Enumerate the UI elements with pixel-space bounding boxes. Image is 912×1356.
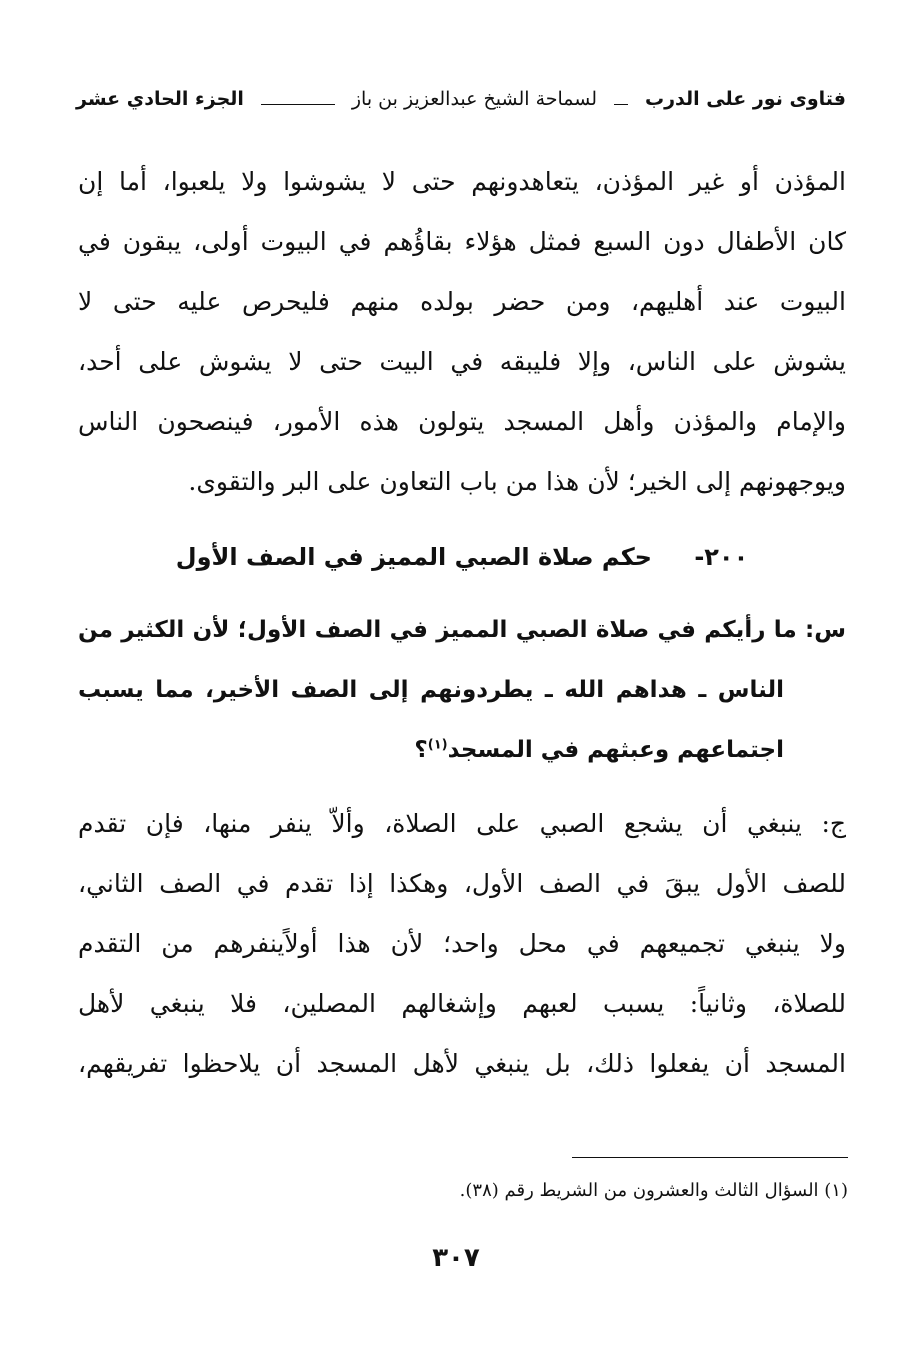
text-line: البيوت عند أهليهم، ومن حضر بولده منهم فليحرص عليه حتى لا (78, 287, 846, 316)
section-title: حكم صلاة الصبي المميز في الصف الأول (175, 543, 652, 571)
question-line-text: اجتماعهم وعبثهم في المسجد (447, 737, 784, 763)
continued-paragraph (78, 152, 846, 512)
text-line: كان الأطفال دون السبع فمثل هؤلاء بقاؤُهم في البيوت أولى، يبقون في (78, 227, 846, 256)
answer-line: ولا ينبغي تجميعهم في محل واحد؛ لأن هذا أولاًينفرهم من التقدم (78, 929, 846, 958)
question-mark: ؟ (414, 737, 428, 763)
question-line: س: ما رأيكم في صلاة الصبي المميز في الصف الأول؛ لأن الكثير من (78, 617, 846, 643)
text-line: يشوش على الناس، وإلا فليبقه في البيت حتى لا يشوش على أحد، (78, 347, 846, 376)
answer-line: للصلاة، وثانياً: يسبب لعبهم وإشغالهم المصلين، فلا ينبغي لأهل (78, 989, 846, 1018)
volume-label: الجزء الحادي عشر (76, 88, 244, 110)
header-separator (614, 104, 628, 105)
answer-line: المسجد أن يفعلوا ذلك، بل ينبغي لأهل المسجد أن يلاحظوا تفريقهم، (78, 1049, 846, 1078)
section-heading (78, 532, 846, 582)
page-number: ٣٠٧ (432, 1243, 480, 1273)
footnote-reference: (١) (427, 737, 448, 753)
question-block (78, 600, 846, 780)
answer-line: للصف الأول يبقَ في الصف الأول، وهكذا إذا تقدم في الصف الثاني، (78, 869, 846, 898)
answer-line: ج: ينبغي أن يشجع الصبي على الصلاة، وألاّ ينفر منها، فإن تقدم (78, 809, 846, 838)
footnote-divider (572, 1157, 848, 1158)
header-separator (261, 104, 335, 105)
question-line (78, 720, 846, 780)
text-line: ويوجهونهم إلى الخير؛ لأن هذا من باب التعاون على البر والتقوى. (188, 467, 846, 496)
answer-block (78, 794, 846, 1094)
running-header (76, 88, 846, 110)
question-line: الناس ـ هداهم الله ـ يطردونهم إلى الصف الأخير، مما يسبب (78, 677, 784, 703)
section-number: ٢٠٠- (694, 543, 749, 571)
author-name: لسماحة الشيخ عبدالعزيز بن باز (351, 88, 598, 110)
book-title: فتاوى نور على الدرب (645, 88, 846, 110)
text-line: المؤذن أو غير المؤذن، يتعاهدونهم حتى لا يشوشوا ولا يلعبوا، أما إن (78, 167, 846, 196)
text-line: والإمام والمؤذن وأهل المسجد يتولون هذه الأمور، فينصحون الناس (78, 407, 846, 436)
footnote: (١) السؤال الثالث والعشرون من الشريط رقم (٣٨). (459, 1180, 848, 1201)
